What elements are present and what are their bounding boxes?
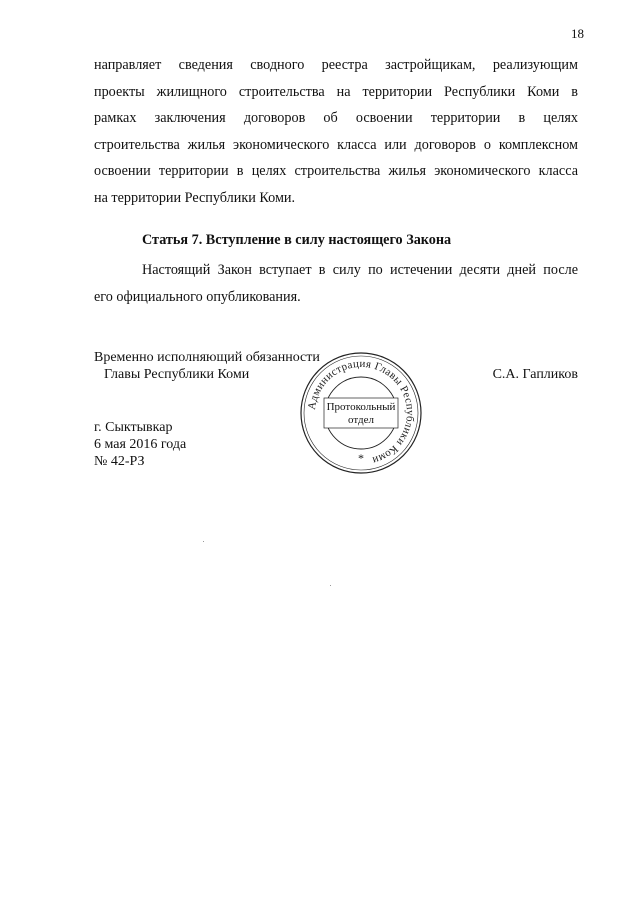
page-number: 18	[571, 26, 584, 41]
seal-star-icon: *	[358, 451, 364, 465]
text-line: освоении территории в целях строительства жилья экономического класса	[94, 163, 578, 180]
signatory-name: С.А. Гапликов	[492, 367, 578, 382]
text-line: проекты жилищного строительства на территории Республики Коми в	[94, 83, 578, 100]
scan-speck	[330, 585, 331, 586]
law-number: № 42-РЗ	[94, 454, 145, 469]
signatory-title-line2: Главы Республики Коми	[104, 367, 250, 382]
text-line: направляет сведения сводного реестра застройщикам, реализующим	[94, 57, 578, 73]
official-seal	[298, 350, 424, 476]
article-7-heading: Статья 7. Вступление в силу настоящего Закона	[142, 232, 452, 248]
seal-center-line2: отдел	[348, 414, 374, 426]
place-city: г. Сыктывкар	[94, 420, 173, 435]
signatory-title-line1: Временно исполняющий обязанности	[94, 350, 320, 365]
text-line: его официального опубликования.	[94, 288, 301, 305]
text-line: строительства жилья экономического класса или договоров о комплексном	[94, 136, 578, 153]
article-7-paragraph	[94, 257, 578, 310]
seal-ring-text: Администрация Главы Республики Коми	[306, 357, 417, 467]
text-line: на территории Республики Коми.	[94, 189, 296, 206]
seal-center-line1: Протокольный	[326, 401, 396, 413]
text-line: Настоящий Закон вступает в силу по истечении десяти дней после	[142, 262, 578, 278]
paragraph-sources-register	[94, 52, 578, 212]
scan-speck	[203, 541, 204, 542]
place-date: 6 мая 2016 года	[94, 437, 187, 452]
text-line: рамках заключения договоров об освоении территории в целях	[94, 110, 578, 127]
